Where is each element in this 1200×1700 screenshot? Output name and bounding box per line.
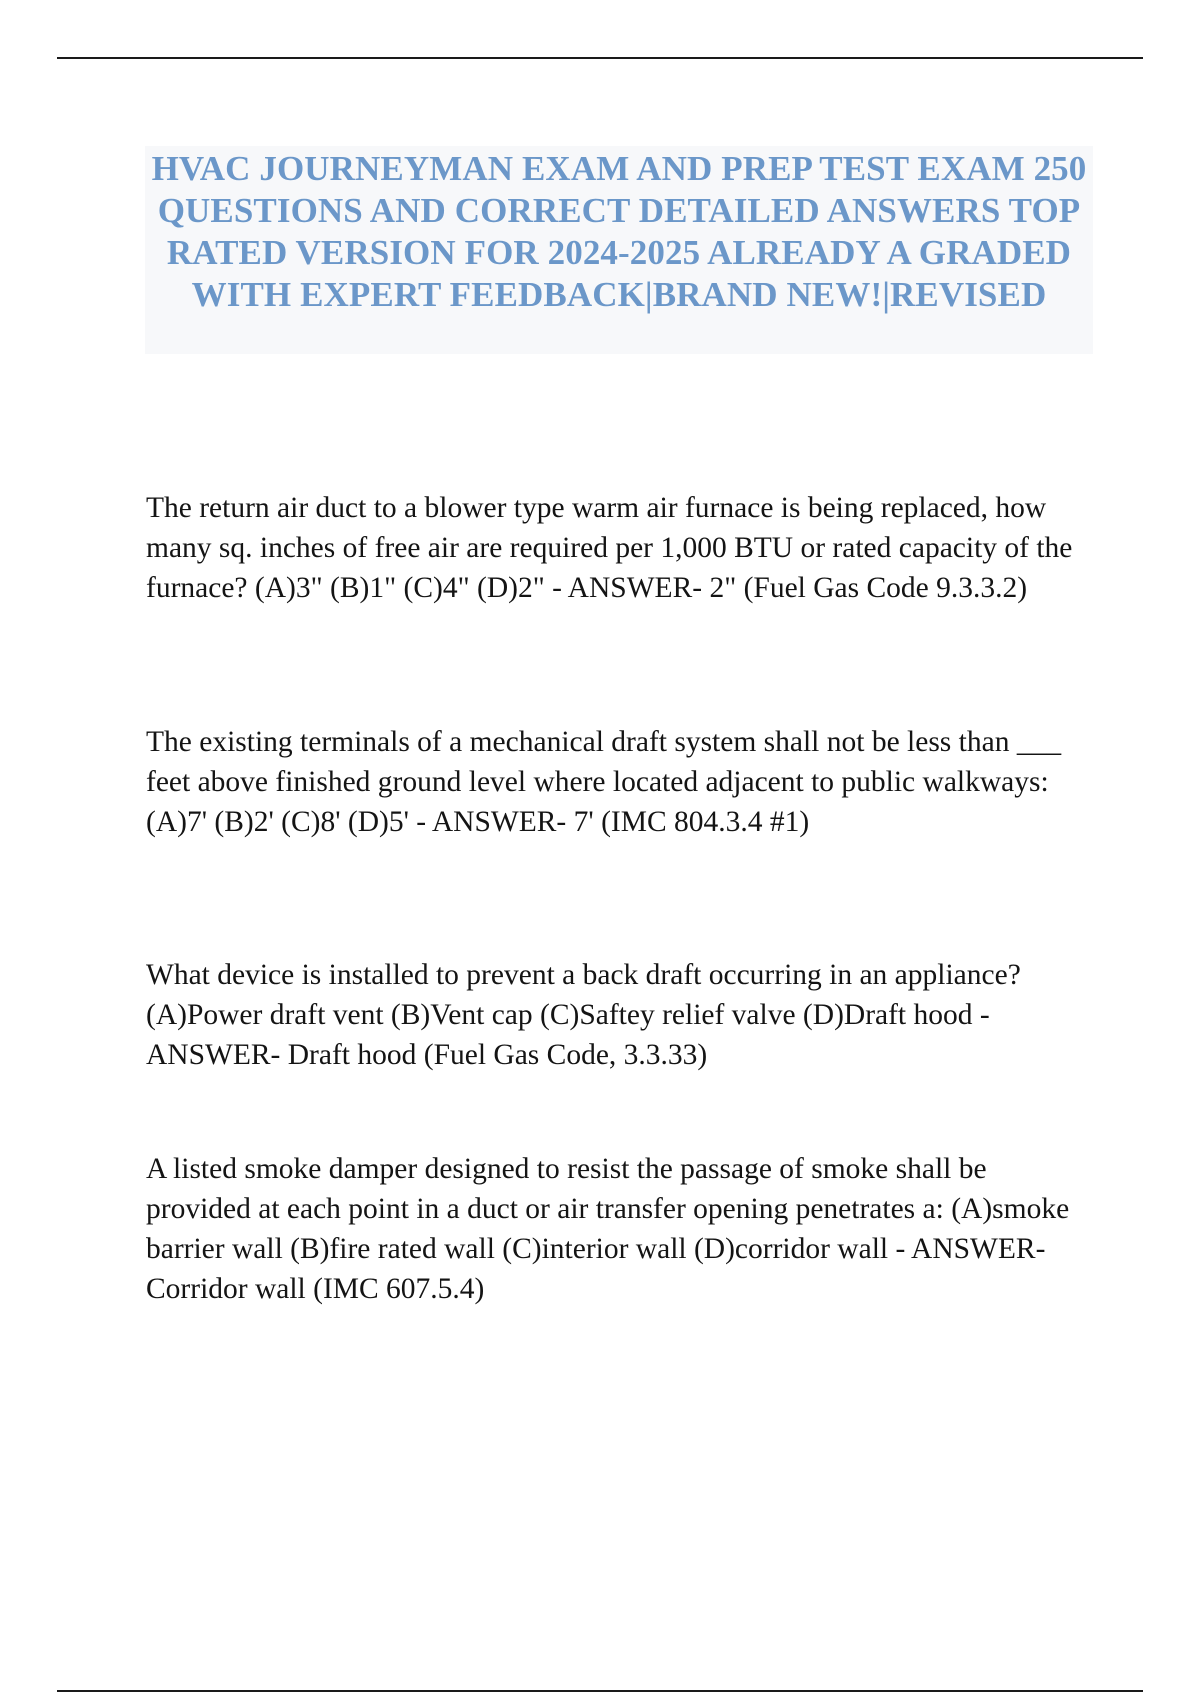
document-title: HVAC JOURNEYMAN EXAM AND PREP TEST EXAM 250 QUESTIONS AND CORRECT DETAILED ANSWERS TOP RATED VERSION FOR 2024-2025 ALREADY A GRADED WITH EXPERT FEEDBACK|BRAND NEW!|REVISED — [151, 149, 1087, 314]
question-2: The existing terminals of a mechanical draft system shall not be less than ___ feet above finished ground level where located adjacent to public walkways: (A)7' (B)2' (C)8' (D)5' - ANSWER- 7' (IMC 804.3.4 #1) — [146, 726, 1062, 838]
title-banner — [145, 146, 1093, 354]
footer-rule — [57, 1690, 1143, 1692]
question-3: What device is installed to prevent a back draft occurring in an appliance? (A)Power draft vent (B)Vent cap (C)Saftey relief valve (D)Draft hood - ANSWER- Draft hood (Fuel Gas Code, 3.3.33) — [146, 959, 1021, 1071]
question-1: The return air duct to a blower type warm air furnace is being replaced, how many sq. inches of free air are required per 1,000 BTU or rated capacity of the furnace? (A)3" (B)1" (C)4" (D)2" - ANSWER- 2" (Fuel Gas Code 9.3.3.2) — [146, 492, 1073, 604]
header-rule — [57, 57, 1143, 59]
question-4: A listed smoke damper designed to resist the passage of smoke shall be provided at each point in a duct or air transfer opening penetrates a: (A)smoke barrier wall (B)fire rated wall (C)interior wall (D)corridor wall - ANSWER- Corridor wall (IMC 607.5.4) — [146, 1153, 1070, 1305]
